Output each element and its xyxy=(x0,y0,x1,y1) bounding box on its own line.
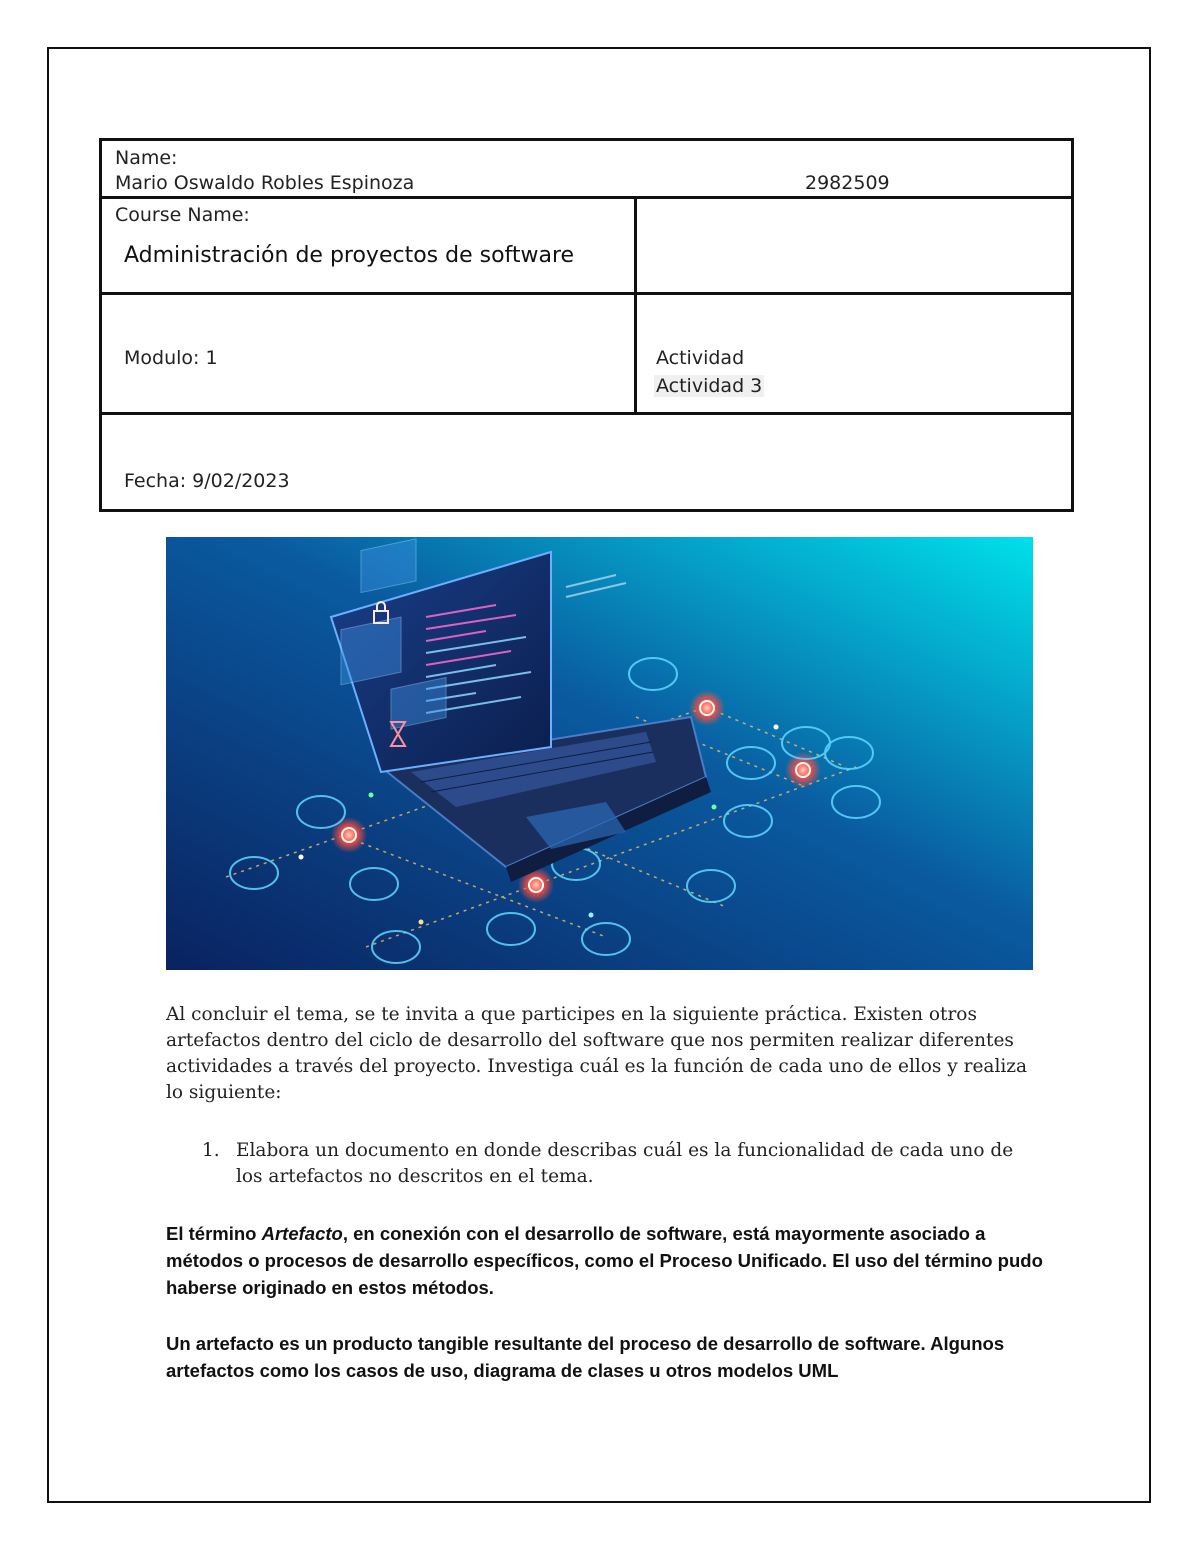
name-label: Name: xyxy=(115,147,178,169)
student-id: 2982509 xyxy=(805,172,890,194)
course-name: Administración de proyectos de software xyxy=(124,243,575,268)
list-text: Elabora un documento en donde describas cuál es la funcionalidad de cada uno de los artefactos no descritos en el tema. xyxy=(236,1140,1014,1187)
actividad-value: Actividad 3 xyxy=(656,375,763,397)
header-info-table xyxy=(99,138,1074,512)
answer-text: , en conexión con el desarrollo de software, está mayormente asociado a métodos o procesos de desarrollo específicos, como el Proceso Unificado. El uso del término pudo haberse originado en estos métodos. xyxy=(166,1223,1043,1298)
answer-paragraph-2: Un artefacto es un producto tangible resultante del proceso de desarrollo de software. Algunos artefactos como los casos de uso, diagrama de clases u otros modelos UML xyxy=(166,1333,1005,1381)
fecha-label: Fecha: 9/02/2023 xyxy=(124,470,290,492)
actividad-label: Actividad xyxy=(656,347,745,369)
table-divider xyxy=(102,292,1071,295)
intro-paragraph: Al concluir el tema, se te invita a que participes en la siguiente práctica. Existen otros artefactos dentro del ciclo de desarrollo del software que nos permiten realizar diferentes actividades a través del proyecto. Investiga cuál es la función de cada uno de ellos y realiza lo siguiente: xyxy=(166,1004,1028,1103)
course-label: Course Name: xyxy=(115,204,250,226)
answer-text: El término xyxy=(166,1223,262,1244)
answer-paragraph-1 xyxy=(166,1220,1046,1301)
answer-term-italic: Artefacto xyxy=(261,1223,343,1244)
student-name: Mario Oswaldo Robles Espinoza xyxy=(115,172,415,194)
hero-image xyxy=(166,537,1033,970)
table-divider xyxy=(634,197,637,415)
laptop-network-illustration xyxy=(166,537,1033,970)
list-number: 1. xyxy=(202,1140,220,1161)
table-divider xyxy=(102,196,1071,199)
table-divider xyxy=(102,412,1071,415)
modulo-label: Modulo: 1 xyxy=(124,347,218,369)
